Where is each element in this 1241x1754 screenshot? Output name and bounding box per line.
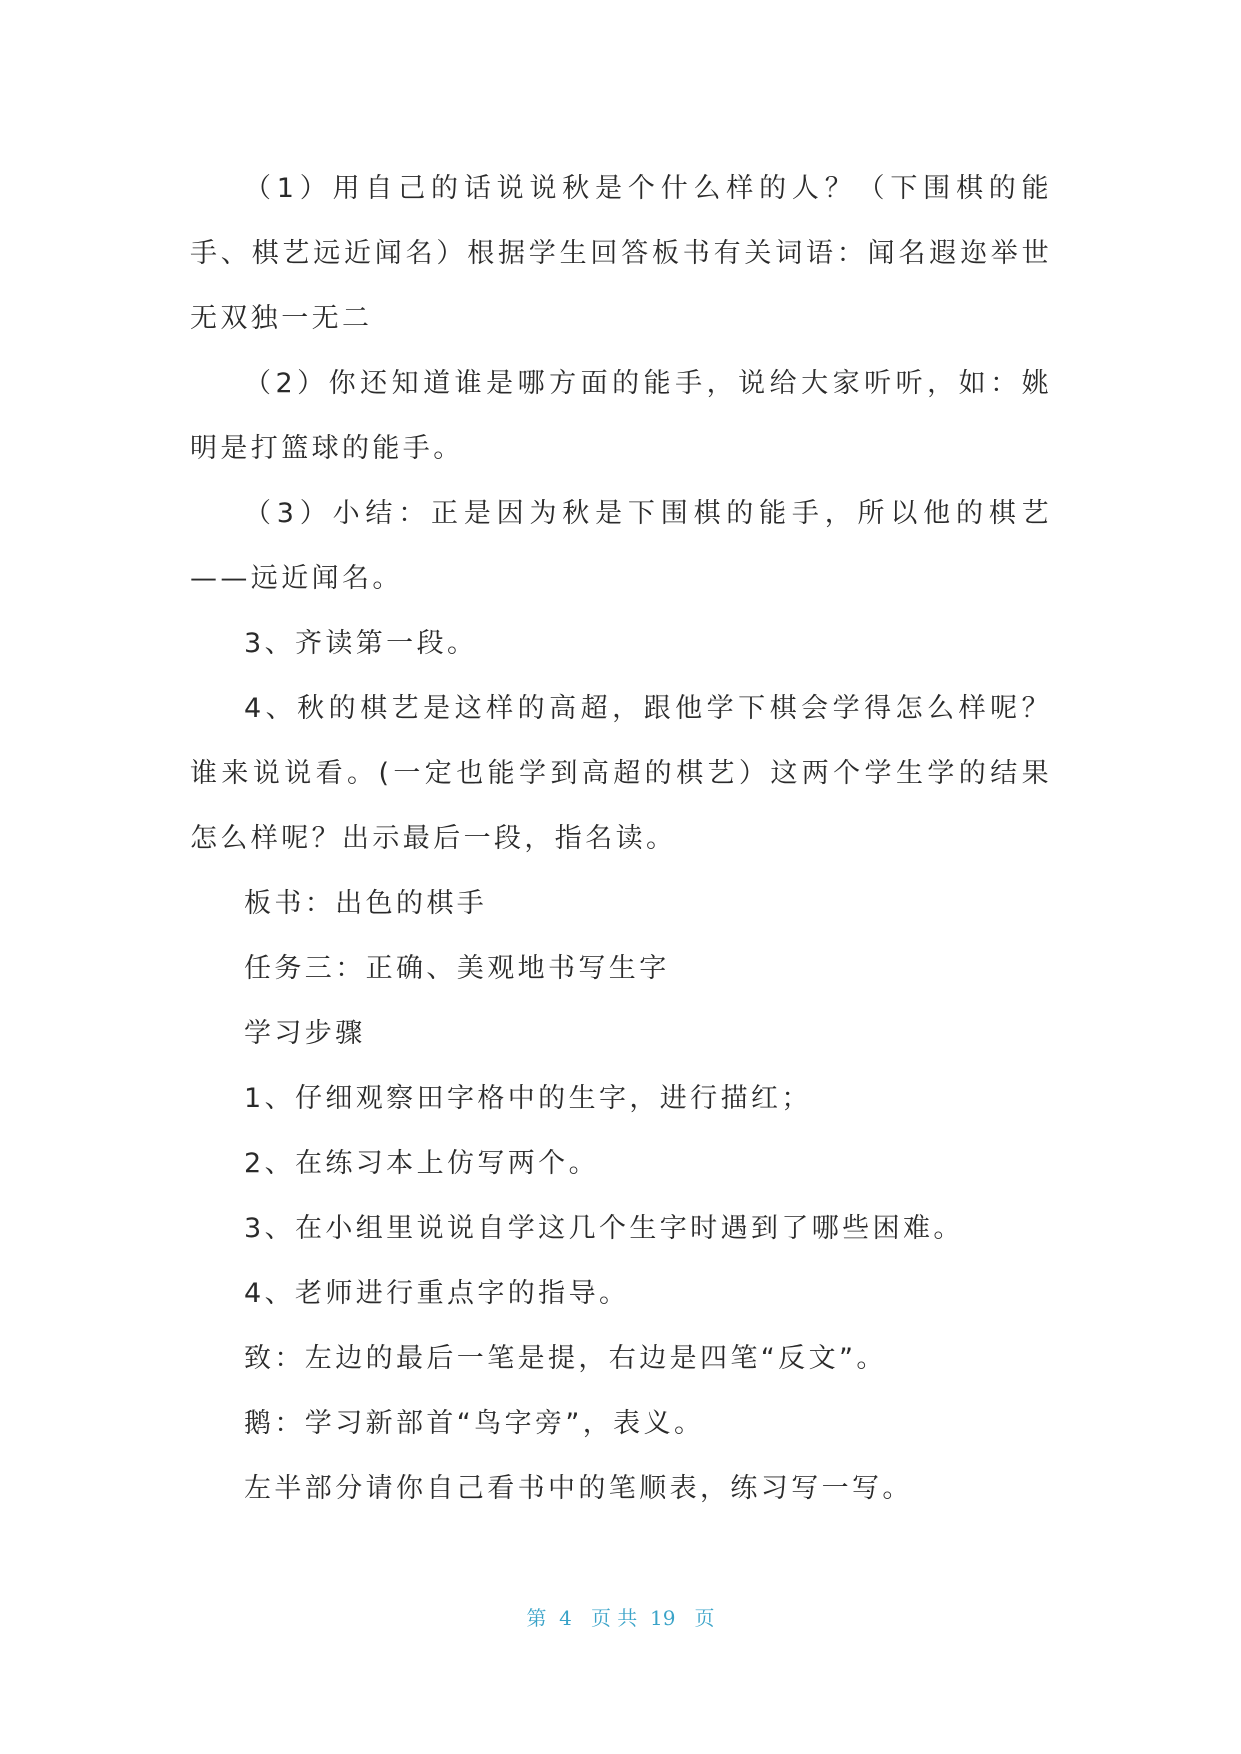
paragraph-1: （1）用自己的话说说秋是个什么样的人？（下围棋的能手、棋艺远近闻名）根据学生回答板书有关词语：闻名遐迩举世无双独一无二 [190, 173, 1052, 334]
paragraph-6: 板书：出色的棋手 [244, 888, 488, 919]
paragraph-3: （3）小结：正是因为秋是下围棋的能手，所以他的棋艺——远近闻名。 [190, 498, 1052, 594]
paragraph-8: 学习步骤 [244, 1018, 366, 1049]
paragraph-13: 致：左边的最后一笔是提，右边是四笔“反文”。 [244, 1343, 887, 1374]
paragraph-9: 1、仔细观察田字格中的生字，进行描红； [244, 1083, 812, 1114]
page-number-footer: 第 4 页 共 19 页 [526, 1606, 715, 1630]
document-body [190, 156, 1052, 1521]
paragraph-4: 3、齐读第一段。 [244, 628, 478, 659]
paragraph-15: 左半部分请你自己看书中的笔顺表，练习写一写。 [244, 1473, 913, 1504]
paragraph-10: 2、在练习本上仿写两个。 [244, 1148, 599, 1179]
paragraph-2: （2）你还知道谁是哪方面的能手，说给大家听听，如：姚明是打篮球的能手。 [190, 368, 1052, 464]
paragraph-11: 3、在小组里说说自学这几个生字时遇到了哪些困难。 [244, 1213, 964, 1244]
paragraph-14: 鹅：学习新部首“鸟字旁”，表义。 [244, 1408, 705, 1439]
paragraph-5: 4、秋的棋艺是这样的高超，跟他学下棋会学得怎么样呢？谁来说说看。(一定也能学到高超的棋艺）这两个学生学的结果怎么样呢？出示最后一段，指名读。 [190, 693, 1052, 854]
paragraph-7: 任务三：正确、美观地书写生字 [244, 953, 670, 984]
paragraph-12: 4、老师进行重点字的指导。 [244, 1278, 630, 1309]
